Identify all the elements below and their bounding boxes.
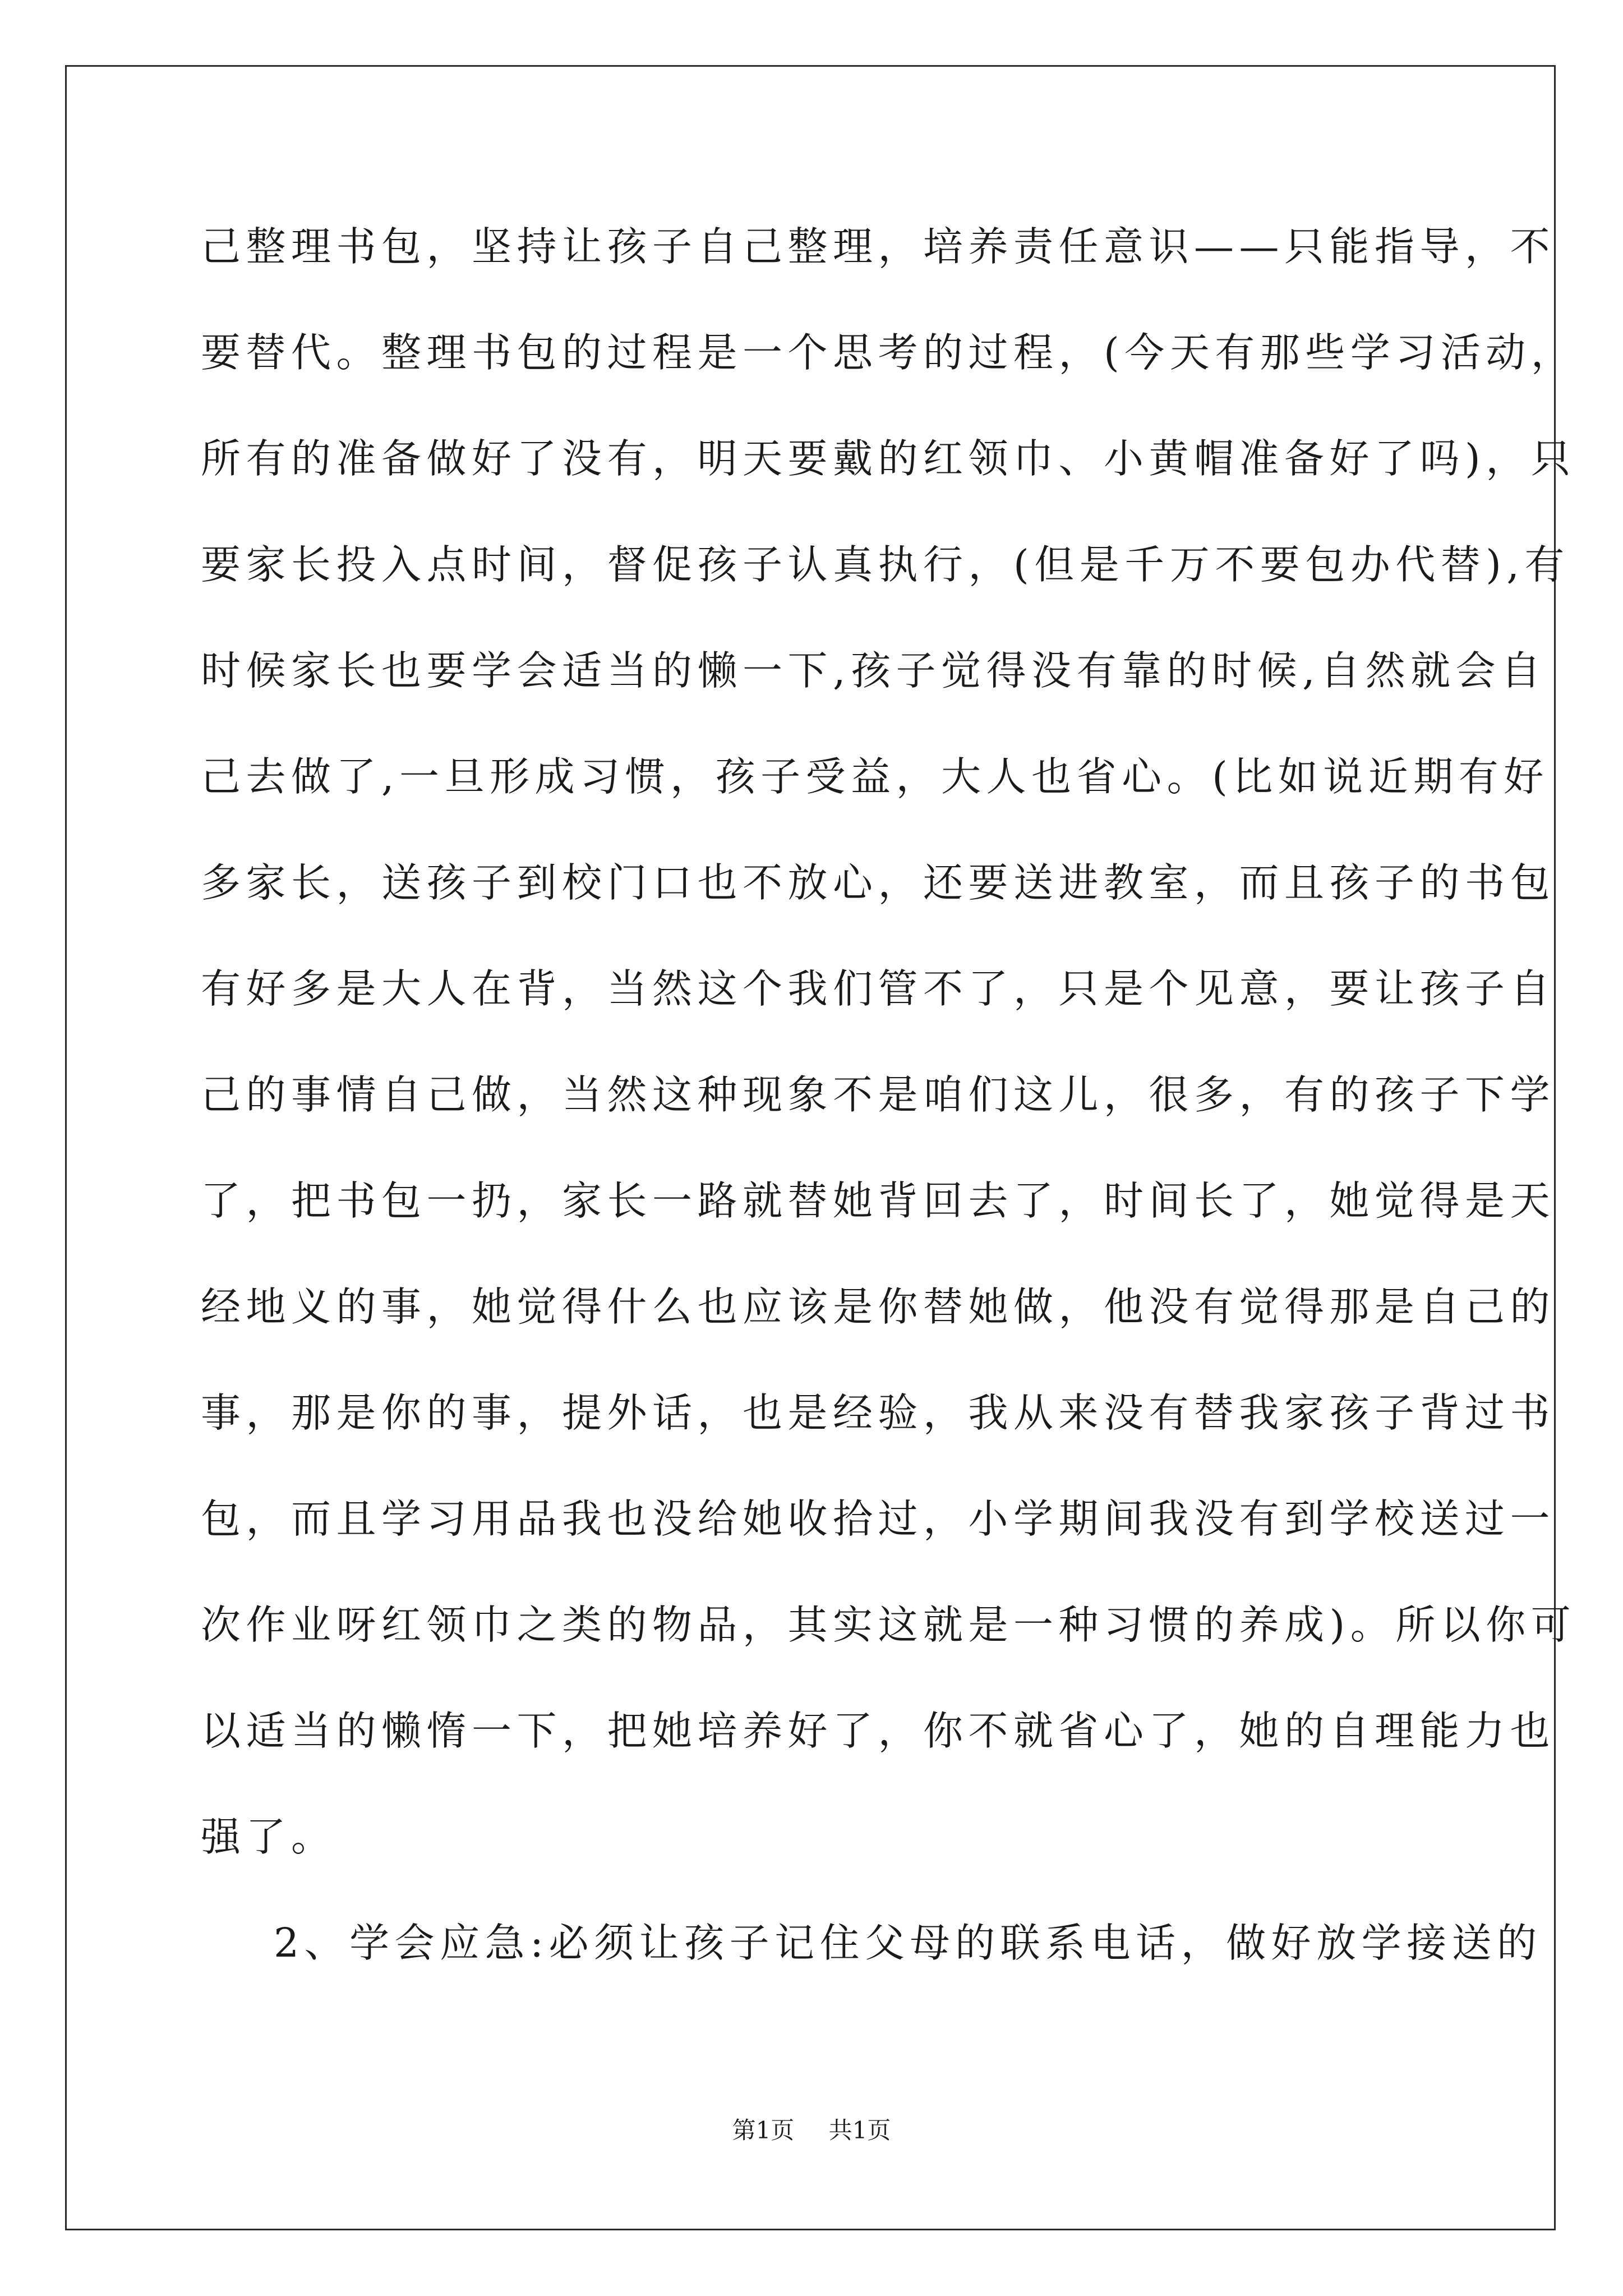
text-line: 有好多是大人在背，当然这个我们管不了，只是个见意，要让孩子自 [201, 965, 1556, 1012]
text-line: 己整理书包，坚持让孩子自己整理，培养责任意识——只能指导，不 [201, 223, 1556, 270]
page-number-current: 第1页 [732, 2116, 795, 2144]
text-line-list-item: 2、学会应急:必须让孩子记住父母的联系电话，做好放学接送的 [274, 1920, 1542, 1966]
document-body [201, 208, 1576, 2010]
text-line: 要家长投入点时间，督促孩子认真执行，(但是千万不要包办代替),有 [201, 541, 1570, 588]
text-line: 事，那是你的事，提外话，也是经验，我从来没有替我家孩子背过书 [201, 1389, 1556, 1436]
text-line: 时候家长也要学会适当的懒一下,孩子觉得没有靠的时候,自然就会自 [201, 647, 1546, 694]
text-line: 以适当的懒惰一下，把她培养好了，你不就省心了，她的自理能力也 [201, 1708, 1556, 1754]
text-line: 所有的准备做好了没有，明天要戴的红领巾、小黄帽准备好了吗)，只 [201, 435, 1576, 482]
text-line: 要替代。整理书包的过程是一个思考的过程，(今天有那些学习活动， [201, 329, 1576, 376]
page-number-total: 共1页 [828, 2116, 891, 2144]
text-line: 经地义的事，她觉得什么也应该是你替她做，他没有觉得那是自己的 [201, 1283, 1556, 1330]
text-line: 多家长，送孩子到校门口也不放心，还要送进教室，而且孩子的书包 [201, 859, 1556, 906]
text-line: 己的事情自己做，当然这种现象不是咱们这儿，很多，有的孩子下学 [201, 1071, 1556, 1118]
page-footer [0, 2114, 1623, 2147]
text-line: 了，把书包一扔，家长一路就替她背回去了，时间长了，她觉得是天 [201, 1177, 1556, 1224]
text-line: 包，而且学习用品我也没给她收拾过，小学期间我没有到学校送过一 [201, 1496, 1556, 1542]
text-line: 己去做了,一旦形成习惯，孩子受益，大人也省心。(比如说近期有好 [201, 753, 1549, 800]
text-line: 强了。 [201, 1814, 336, 1860]
text-line: 次作业呀红领巾之类的物品，其实这就是一种习惯的养成)。所以你可 [201, 1602, 1576, 1648]
